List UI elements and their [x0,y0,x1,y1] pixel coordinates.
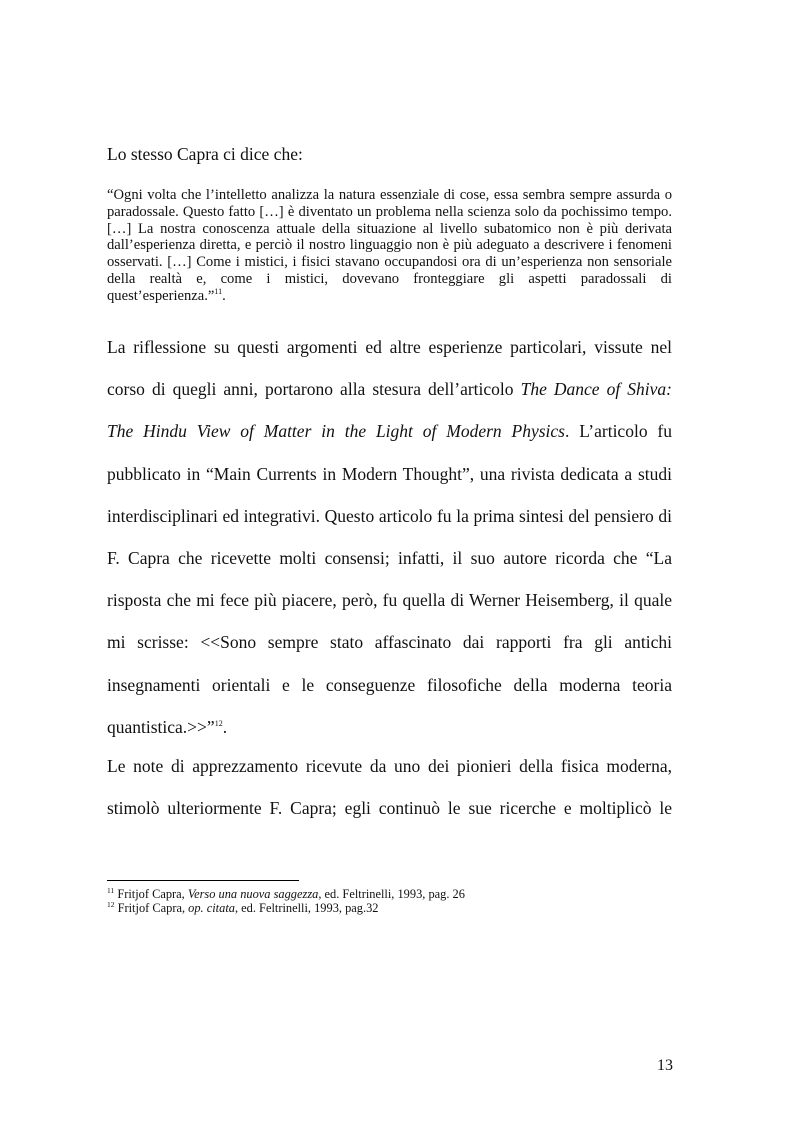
footnote-publisher: , ed. Feltrinelli, 1993, pag.32 [234,901,379,915]
footnote-book-title: op. citata [188,901,235,915]
footnote-ref-11[interactable]: 11 [214,286,223,296]
quote-end: . [222,287,226,304]
quote-text: “Ogni volta che l’intelletto analizza la natura essenziale di cose, essa sembra sempre assurda o paradossale. Questo fatto […] è diventato un problema nella scienza solo da pochissimo tempo. […] La nostra conoscenza attuale della situazione al livello subatomico non è più derivata dall’esperienza diretta, e perciò il nostro linguaggio non è più adeguato a descrivere i fenomeni osservati. […] Come i mistici, i fisici stavano occupandosi ora di un’esperienza non sensoriale della realtà e, come i mistici, dovevano fronteggiare gli aspetti paradossali di quest’esperienza.” [107,187,672,304]
paragraph1-part1: La riflessione su questi argomenti ed altre esperienze particolari, vissute nel corso di quegli anni, portarono alla stesura dell’articolo [107,337,672,400]
footnote-book-title: Verso una nuova saggezza [187,887,319,901]
footnote-author: Fritjof Capra, [114,887,188,901]
article-title: The Dance of Shiva: The Hindu View of Matter in the Light of Modern Physics [107,379,672,442]
footnote-number: 11 [107,885,115,895]
footnote-ref-12[interactable]: 12 [214,719,223,728]
footnote-divider [107,880,299,881]
body-paragraph-1 [107,326,672,748]
footnotes [107,887,672,915]
body-paragraph-2: Le note di apprezzamento ricevute da uno dei pionieri della fisica moderna, stimolò ulteriormente F. Capra; egli continuò le sue ricerche e moltiplicò le [107,756,672,819]
intro-line: Lo stesso Capra ci dice che: [107,144,303,164]
paragraph1-end: . [222,716,228,737]
paragraph1-part2: . L’articolo fu pubblicato in “Main Currents in Modern Thought”, una rivista dedicata a studi interdisciplinari ed integrativi. Questo articolo fu la prima sintesi del pensiero di F. Capra che ricevette molti consensi; infatti, il suo autore ricorda che “La risposta che mi fece più piacere, però, fu quella di Werner Heisemberg, il quale mi scrisse: <<Sono sempre stato affascinato dai rapporti fra gli antichi insegnamenti orientali e le conseguenze filosofiche della moderna teoria quantistica.>>” [107,421,673,737]
block-quote [107,187,672,305]
footnote-author: Fritjof Capra, [114,901,189,915]
footnote-publisher: , ed. Feltrinelli, 1993, pag. 26 [318,887,465,901]
footnote-12 [107,901,672,915]
footnote-number: 12 [107,899,115,909]
page-number: 13 [657,1057,673,1074]
footnote-11 [107,887,672,901]
